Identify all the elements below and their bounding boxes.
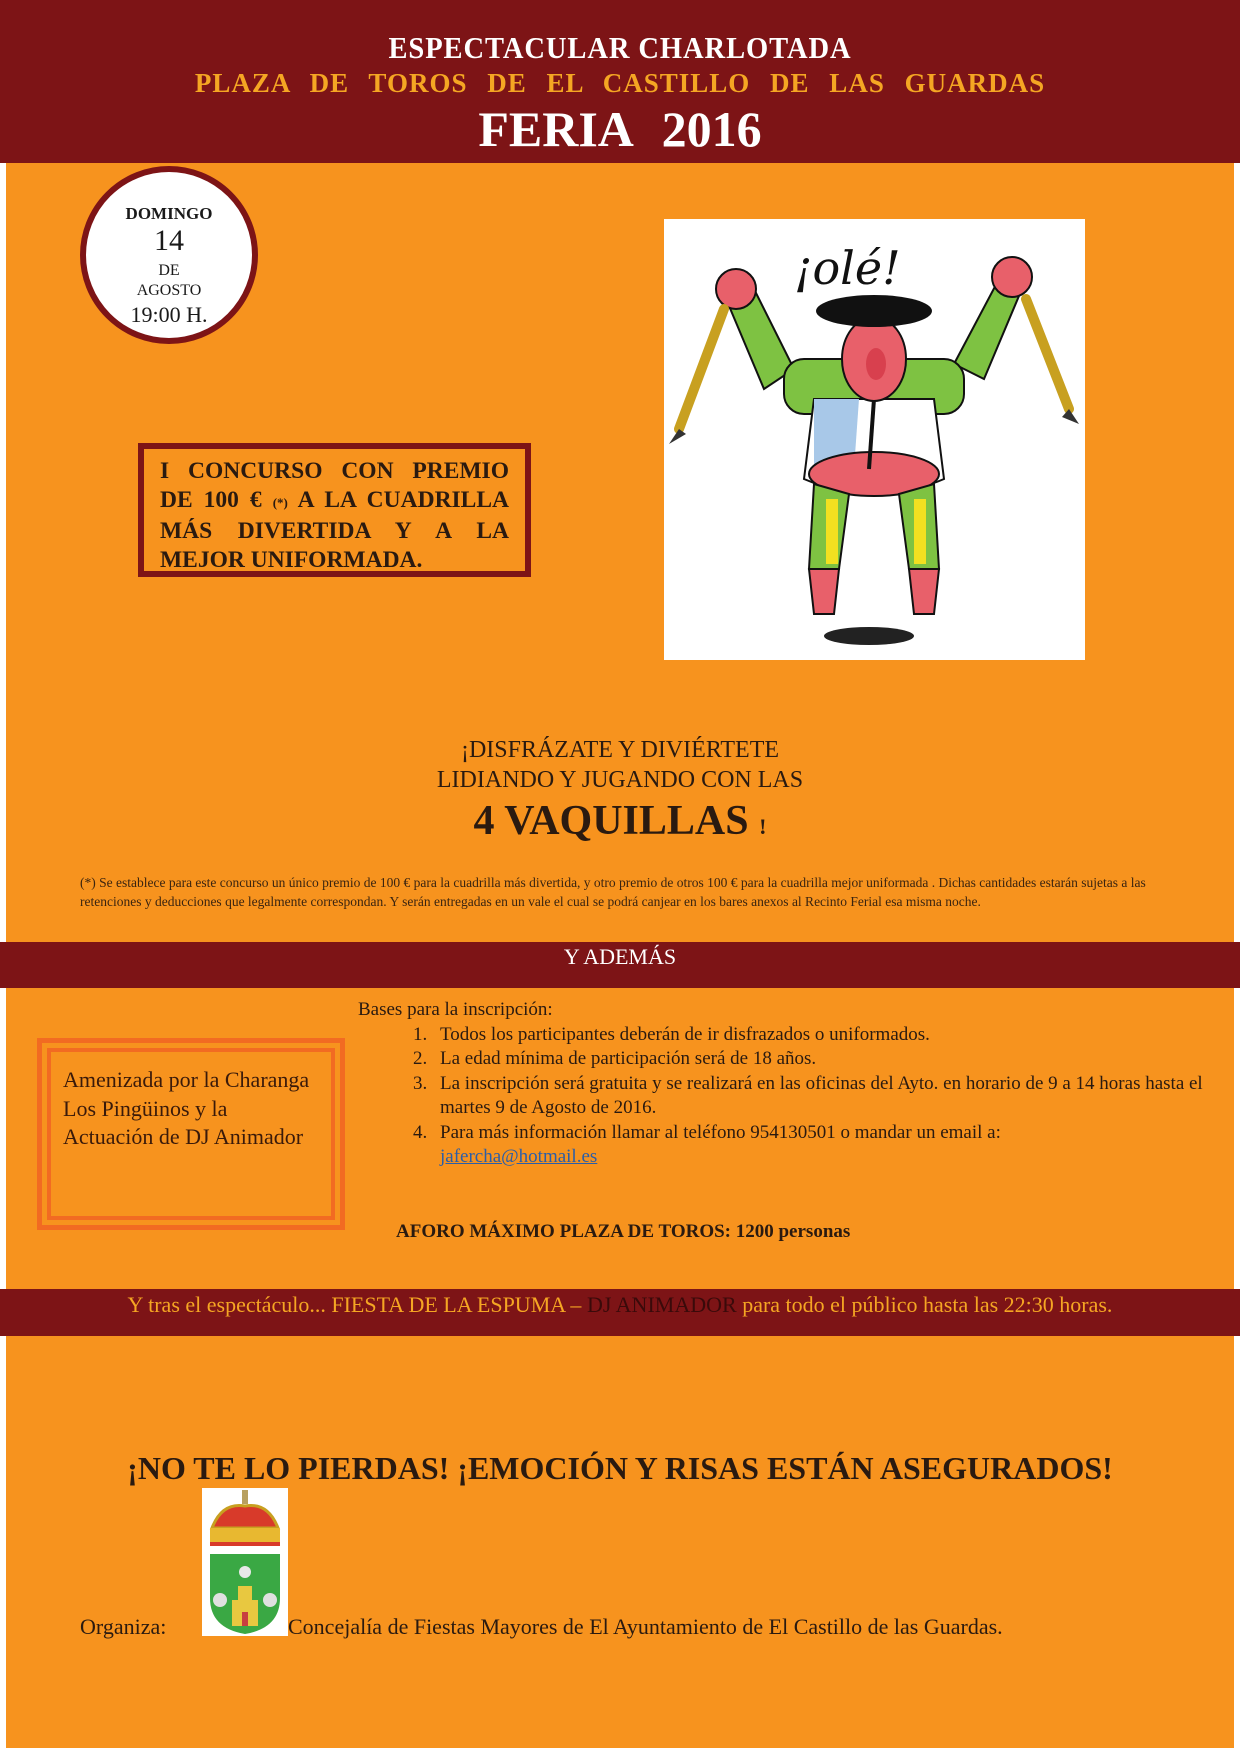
capacity-notice: AFORO MÁXIMO PLAZA DE TOROS: 1200 personas xyxy=(396,1221,851,1242)
date-time: 19:00 H. xyxy=(130,302,208,327)
municipal-crest-icon xyxy=(202,1488,288,1636)
organizer-name: Concejalía de Fiestas Mayores de El Ayuntamiento de El Castillo de las Guardas. xyxy=(288,1614,1003,1639)
organiza-label: Organiza: xyxy=(80,1614,167,1639)
date-day: 14 xyxy=(154,224,184,257)
contest-line-1: I CONCURSO CON PREMIO xyxy=(160,458,509,484)
date-weekday: DOMINGO xyxy=(125,204,213,223)
email-link[interactable]: jafercha@hotmail.es xyxy=(440,1146,598,1167)
fiesta-band: Y tras el espectáculo... FIESTA DE LA ESPUMA – DJ ANIMADOR para todo el público hasta las 22:30 horas. xyxy=(0,1289,1240,1336)
event-title: ESPECTACULAR CHARLOTADA xyxy=(388,30,852,65)
rules-heading: Bases para la inscripción: xyxy=(358,999,553,1020)
footnote-marker: (*) xyxy=(272,495,288,510)
rule-item: 1. Todos los participantes deberán de ir disfrazados o uniformados. xyxy=(432,1023,1218,1048)
feria-year: FERIA 2016 xyxy=(478,101,762,157)
date-badge xyxy=(80,166,258,344)
rules-list xyxy=(358,1023,1218,1170)
header-band xyxy=(0,0,1240,163)
ole-caption: ¡olé! xyxy=(794,241,901,295)
slogan-vaquillas: 4 VAQUILLAS ! xyxy=(473,798,767,844)
slogan-line-1: ¡DISFRÁZATE Y DIVIÉRTETE xyxy=(460,737,780,763)
date-de: DE xyxy=(158,262,180,279)
closing-slogan: ¡NO TE LO PIERDAS! ¡EMOCIÓN Y RISAS ESTÁN ASEGURADOS! xyxy=(127,1450,1113,1486)
charanga-box xyxy=(37,1038,345,1230)
charanga-text: Amenizada por la Charanga Los Pingüinos y la Actuación de DJ Animador xyxy=(47,1048,335,1220)
venue-subtitle: PLAZA DE TOROS DE EL CASTILLO DE LAS GUARDAS xyxy=(194,68,1046,98)
date-month: AGOSTO xyxy=(136,282,202,299)
rule-item: 3. La inscripción será gratuita y se realizará en las oficinas del Ayto. en horario de 9 a 14 horas hasta el martes 9 de Agosto de 2016. xyxy=(432,1072,1218,1121)
rule-item: 4. Para más información llamar al teléfono 954130501 o mandar un email a: jafercha@hotmail.es xyxy=(432,1121,1218,1170)
contest-line-4: MEJOR UNIFORMADA. xyxy=(160,547,423,573)
bullfighter-cartoon-image xyxy=(664,219,1085,660)
contest-line-3: MÁS DIVERTIDA Y A LA xyxy=(160,518,509,544)
rule-item: 2. La edad mínima de participación será de 18 años. xyxy=(432,1047,1218,1072)
slogan-line-2: LIDIANDO Y JUGANDO CON LAS xyxy=(436,767,804,793)
dj-animador-text: DJ ANIMADOR xyxy=(586,1292,737,1317)
contest-line-2: DE 100 € (*) A LA CUADRILLA xyxy=(160,487,510,513)
contest-box xyxy=(138,443,531,577)
ademas-band: Y ADEMÁS xyxy=(0,942,1240,988)
prize-footnote: (*) Se establece para este concurso un único premio de 100 € para la cuadrilla más divertida, y otro premio de otros 100 € para la cuadrilla mejor uniformada . Dichas cantidades estarán sujetas a las retenciones y deducciones que legalmente correspondan. Y serán entregadas en un vale el cual se podrá canjear en los bares anexos al Recinto Ferial esa misma noche. xyxy=(80,875,1146,909)
registration-rules xyxy=(358,998,1218,1170)
